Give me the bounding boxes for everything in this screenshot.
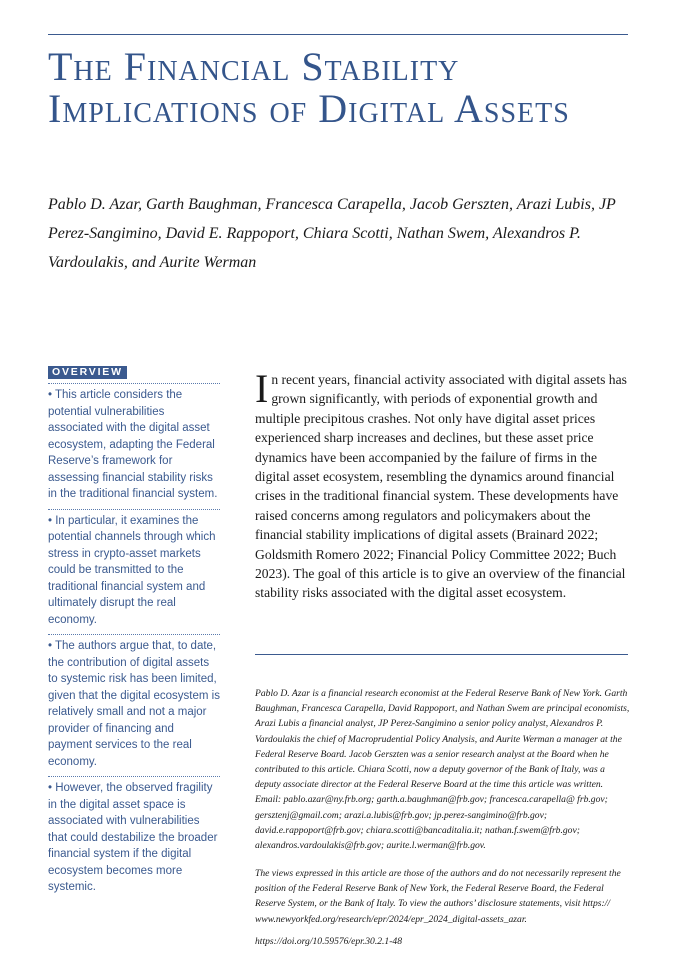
intro-text: n recent years, financial activity associated with digital assets has grown significantly, with periods of exponential growth and multiple precipitous crashes. Not only have digital asset prices experienced sharp increases and declines, but these asset price dynamics have been accompanied by the failure of firms in the digital asset ecosystem, resembling the dynamics around financial crises in the traditional financial system. These developments have raised concerns among regulators and policymakers about the financial stability implications of digital assets (Brainard 2022; Goldsmith Romero 2022; Financial Policy Committee 2022; Buch 2023). The goal of this article is to give an overview of the financial stability risks associated with the digital asset ecosystem. xyxy=(255,372,627,601)
author-bio-footnote: Pablo D. Azar is a financial research economist at the Federal Reserve Bank of New York. Garth Baughman, Francesca Carapella, David Rappoport, and Nathan Swem are principal economists, Arazi Lubis a financial analyst, JP Perez-Sangimino a senior policy analyst, Alexandros P. Vardoulakis the chief of Macroprudential Policy Analysis, and Aurite Werman a manager at the Federal Reserve Board. Jacob Gerszten was a senior research analyst at the Board when he contributed to this article. Chiara Scotti, now a deputy governor of the Bank of Italy, was a deputy associate director at the Federal Reserve Board at the time this article was written. Email: pablo.azar@ny.frb.org; garth.a.baughman@frb.gov; francesca.carapella@ frb.gov; gersztenj@gmail.com; arazi.a.lubis@frb.gov; jp.perez-sangimino@frb.gov; david.e.rappoport@frb.gov; chiara.scotti@bancaditalia.it; nathan.f.swem@frb.gov; alexandros.vardoulakis@frb.gov; aurite.l.werman@frb.gov. xyxy=(255,688,630,852)
drop-cap: I xyxy=(255,366,269,411)
intro-paragraph xyxy=(255,366,630,603)
overview-bullet: • This article considers the potential vulnerabilities associated with the digital asset ecosystem, adapting the Federal Reserve’s framework for assessing financial stability risks in the traditional financial system. xyxy=(48,383,220,503)
overview-sidebar xyxy=(48,364,220,902)
overview-label: OVERVIEW xyxy=(48,366,127,379)
doi-link[interactable]: https://doi.org/10.59576/epr.30.2.1-48 xyxy=(255,936,403,947)
author-list: Pablo D. Azar, Garth Baughman, Francesca Carapella, Jacob Gerszten, Arazi Lubis, JP Perez-Sangimino, David E. Rappoport, Chiara Scotti, Nathan Swem, Alexandros P. Vardoulakis, and Aurite Werman xyxy=(48,196,616,271)
article-title: The Financial Stability Implications of Digital Assets xyxy=(48,44,570,131)
disclaimer-footnote: The views expressed in this article are those of the authors and do not necessarily represent the position of the Federal Reserve Bank of New York, the Federal Reserve Board, the Federal Reserve System, or the Bank of Italy. To view the authors’ disclosure statements, visit https:// www.newyorkfed.org/research/epr/2024/epr_2024_digital-assets_azar. xyxy=(255,868,621,925)
overview-bullet: • The authors argue that, to date, the contribution of digital assets to systemic risk has been limited, given that the digital ecosystem is relatively small and not a major provider of financing and payment services to the real economy. xyxy=(48,634,220,770)
section-rule xyxy=(255,654,628,655)
overview-bullet: • In particular, it examines the potential channels through which stress in crypto-asset markets could be transmitted to the traditional financial system and ultimately disrupt the real economy. xyxy=(48,509,220,629)
overview-bullet: • However, the observed fragility in the digital asset space is associated with vulnerabilities that could destabilize the broader financial system if the digital ecosystem becomes more systemic. xyxy=(48,776,220,896)
top-rule xyxy=(48,34,628,35)
